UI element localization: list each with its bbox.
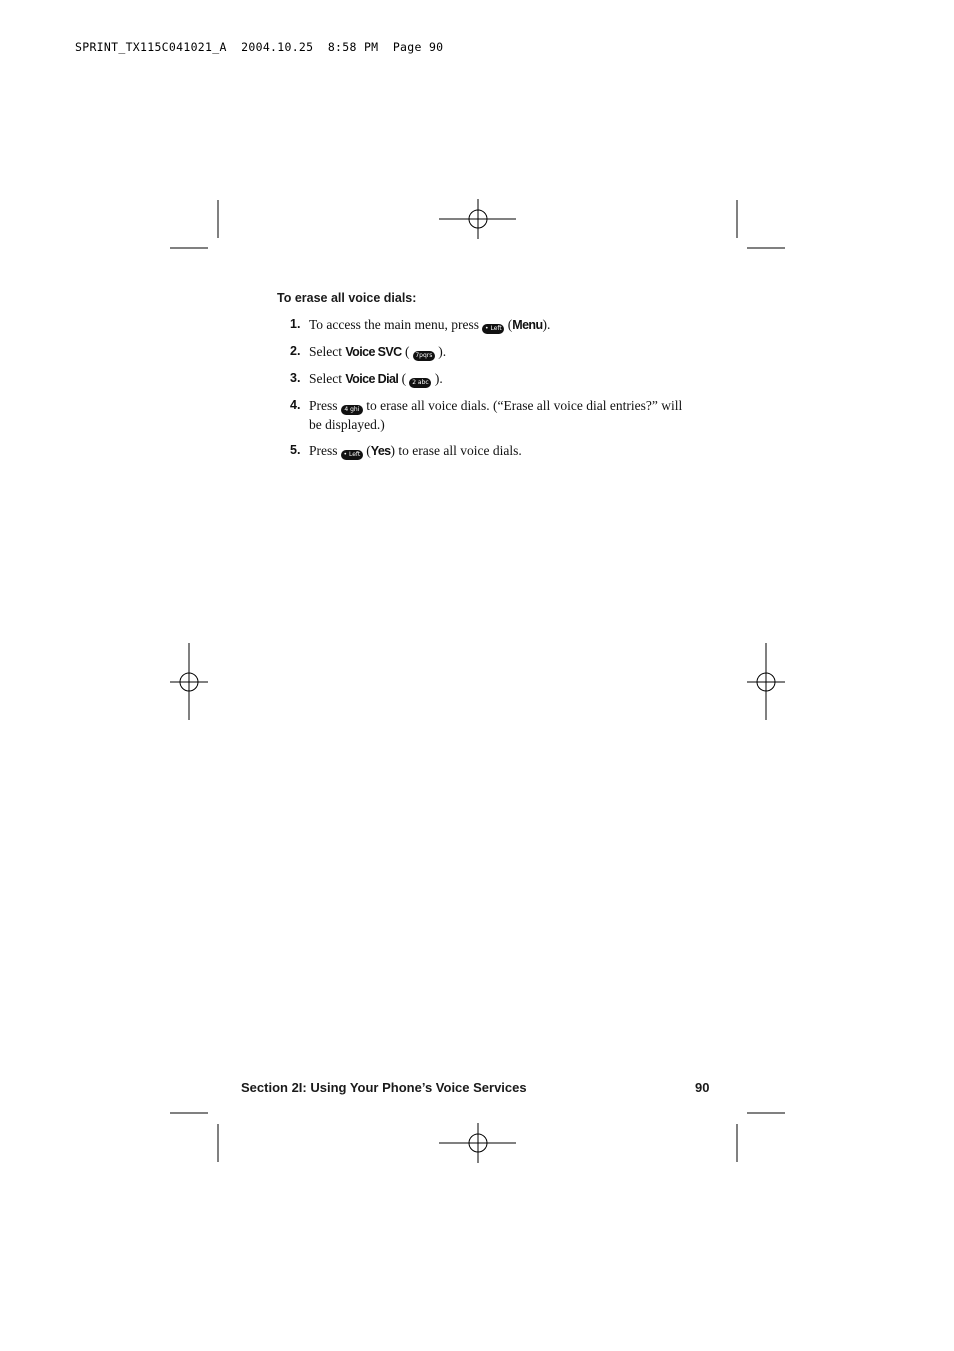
- menu-command: Yes: [370, 444, 391, 458]
- menu-command: Voice SVC: [345, 345, 402, 359]
- step-3: [290, 369, 690, 389]
- step-text: Select: [309, 344, 346, 359]
- left-softkey-icon: • Left: [482, 324, 504, 334]
- step-text: ).: [434, 344, 447, 359]
- step-text: Press: [309, 443, 341, 458]
- step-number: 2.: [290, 344, 301, 358]
- step-text: ).: [542, 317, 551, 332]
- step-text: (: [398, 371, 410, 386]
- step-text: ).: [431, 371, 443, 386]
- step-2: [290, 342, 690, 362]
- step-number: 1.: [290, 317, 301, 331]
- step-5: [290, 441, 690, 461]
- step-text: to erase all voice dials. (“Erase all voice dial entries?” will be displayed.): [309, 398, 683, 432]
- step-text: ) to erase all voice dials.: [390, 443, 522, 458]
- steps-list: [290, 315, 690, 468]
- step-text: (: [504, 317, 513, 332]
- menu-command: Menu: [512, 318, 543, 332]
- left-softkey-icon: • Left: [341, 450, 363, 460]
- menu-command: Voice Dial: [345, 372, 399, 386]
- step-text: (: [401, 344, 413, 359]
- footer-section-title: Section 2I: Using Your Phone’s Voice Services: [241, 1080, 527, 1095]
- key-2-icon: 2 abc: [409, 378, 431, 388]
- step-text: To access the main menu, press: [309, 317, 483, 332]
- step-text: Select: [309, 371, 346, 386]
- step-1: [290, 315, 690, 335]
- print-slug: SPRINT_TX115C041021_A 2004.10.25 8:58 PM Page 90: [75, 40, 444, 54]
- step-4: [290, 396, 690, 434]
- step-text: (: [362, 443, 371, 458]
- step-number: 3.: [290, 371, 301, 385]
- procedure-heading: To erase all voice dials:: [277, 291, 417, 305]
- key-4-icon: 4 ghi: [341, 405, 363, 415]
- key-7-icon: 7pqrs: [413, 351, 435, 361]
- step-number: 5.: [290, 443, 301, 457]
- page-number: 90: [695, 1080, 710, 1095]
- step-number: 4.: [290, 398, 301, 412]
- step-text: Press: [309, 398, 341, 413]
